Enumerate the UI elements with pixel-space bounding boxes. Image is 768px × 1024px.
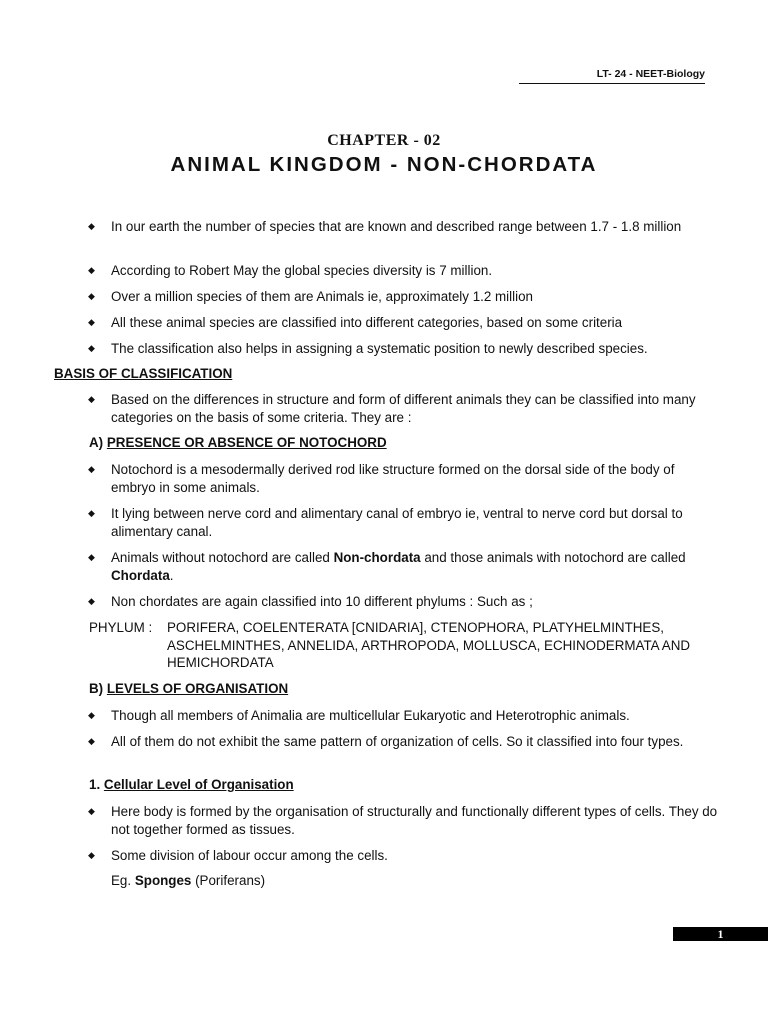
example-suffix: (Poriferans) [191, 873, 266, 888]
subsection-prefix: A) [89, 435, 104, 450]
text-run: and those animals with notochord are called [420, 550, 686, 565]
subsection-heading-cellular [89, 777, 294, 792]
list-item: In our earth the number of species that are known and described range between 1.7 - 1.8 million [111, 219, 682, 234]
bullet-icon: ◆ [88, 221, 95, 231]
bullet-icon: ◆ [88, 850, 95, 860]
bullet-icon: ◆ [88, 317, 95, 327]
bullet-icon: ◆ [88, 508, 95, 518]
subsection-title: LEVELS OF ORGANISATION [106, 681, 289, 696]
bullet-icon: ◆ [88, 464, 95, 474]
section-heading-basis: BASIS OF CLASSIFICATION [54, 366, 233, 381]
bullet-icon: ◆ [88, 265, 95, 275]
phylum-list: PORIFERA, COELENTERATA [CNIDARIA], CTENOPHORA, PLATYHELMINTHES, ASCHELMINTHES, ANNELIDA, ARTHROPODA, MOLLUSCA, ECHINODERMATA AND HEMICHORDATA [167, 620, 691, 670]
example-term: Sponges [134, 873, 192, 888]
bullet-icon: ◆ [88, 552, 95, 562]
bullet-icon: ◆ [88, 596, 95, 606]
bullet-icon: ◆ [88, 710, 95, 720]
list-item: All of them do not exhibit the same pattern of organization of cells. So it classified into four types. [111, 734, 684, 749]
list-item: Here body is formed by the organisation of structurally and functionally different types of cells. They do not together formed as tissues. [111, 804, 718, 837]
subsection-prefix: 1. [89, 777, 101, 792]
subsection-heading-notochord [89, 435, 387, 450]
list-item: It lying between nerve cord and alimentary canal of embryo ie, ventral to nerve cord but dorsal to alimentary canal. [111, 506, 683, 539]
term-chordata: Chordata [111, 567, 170, 583]
bullet-icon: ◆ [88, 394, 95, 404]
list-item [111, 549, 719, 584]
list-item: Some division of labour occur among the cells. [111, 848, 388, 863]
subsection-title: Cellular Level of Organisation [103, 777, 294, 792]
list-item: The classification also helps in assigning a systematic position to newly described species. [111, 341, 648, 356]
list-item: Though all members of Animalia are multicellular Eukaryotic and Heterotrophic animals. [111, 708, 630, 723]
phylum-label: PHYLUM : [89, 620, 153, 635]
header-tag: LT- 24 - NEET-Biology [519, 68, 705, 84]
text-run: Animals without notochord are called [111, 550, 334, 565]
subsection-prefix: B) [89, 681, 104, 696]
subsection-title: PRESENCE OR ABSENCE OF NOTOCHORD [106, 435, 387, 450]
list-item: Based on the differences in structure and form of different animals they can be classified into many categories on the basis of some criteria. They are : [111, 392, 696, 425]
page-number: 1 [673, 927, 768, 941]
bullet-icon: ◆ [88, 343, 95, 353]
subsection-heading-levels [89, 681, 288, 696]
chapter-label: CHAPTER - 02 [327, 132, 441, 149]
list-item: All these animal species are classified into different categories, based on some criteria [111, 315, 623, 330]
text-run: . [169, 567, 174, 583]
list-item: Over a million species of them are Animals ie, approximately 1.2 million [111, 289, 533, 304]
list-item: According to Robert May the global species diversity is 7 million. [111, 263, 493, 278]
bullet-icon: ◆ [88, 291, 95, 301]
example-line [111, 873, 265, 888]
bullet-icon: ◆ [88, 806, 95, 816]
term-non-chordata: Non-chordata [333, 550, 421, 565]
page-title: ANIMAL KINGDOM - NON-CHORDATA [170, 153, 598, 176]
bullet-icon: ◆ [88, 736, 95, 746]
example-prefix: Eg. [111, 873, 135, 888]
list-item: Non chordates are again classified into 10 different phylums : Such as ; [111, 594, 533, 609]
list-item: Notochord is a mesodermally derived rod like structure formed on the dorsal side of the body of embryo in some animals. [111, 462, 675, 495]
